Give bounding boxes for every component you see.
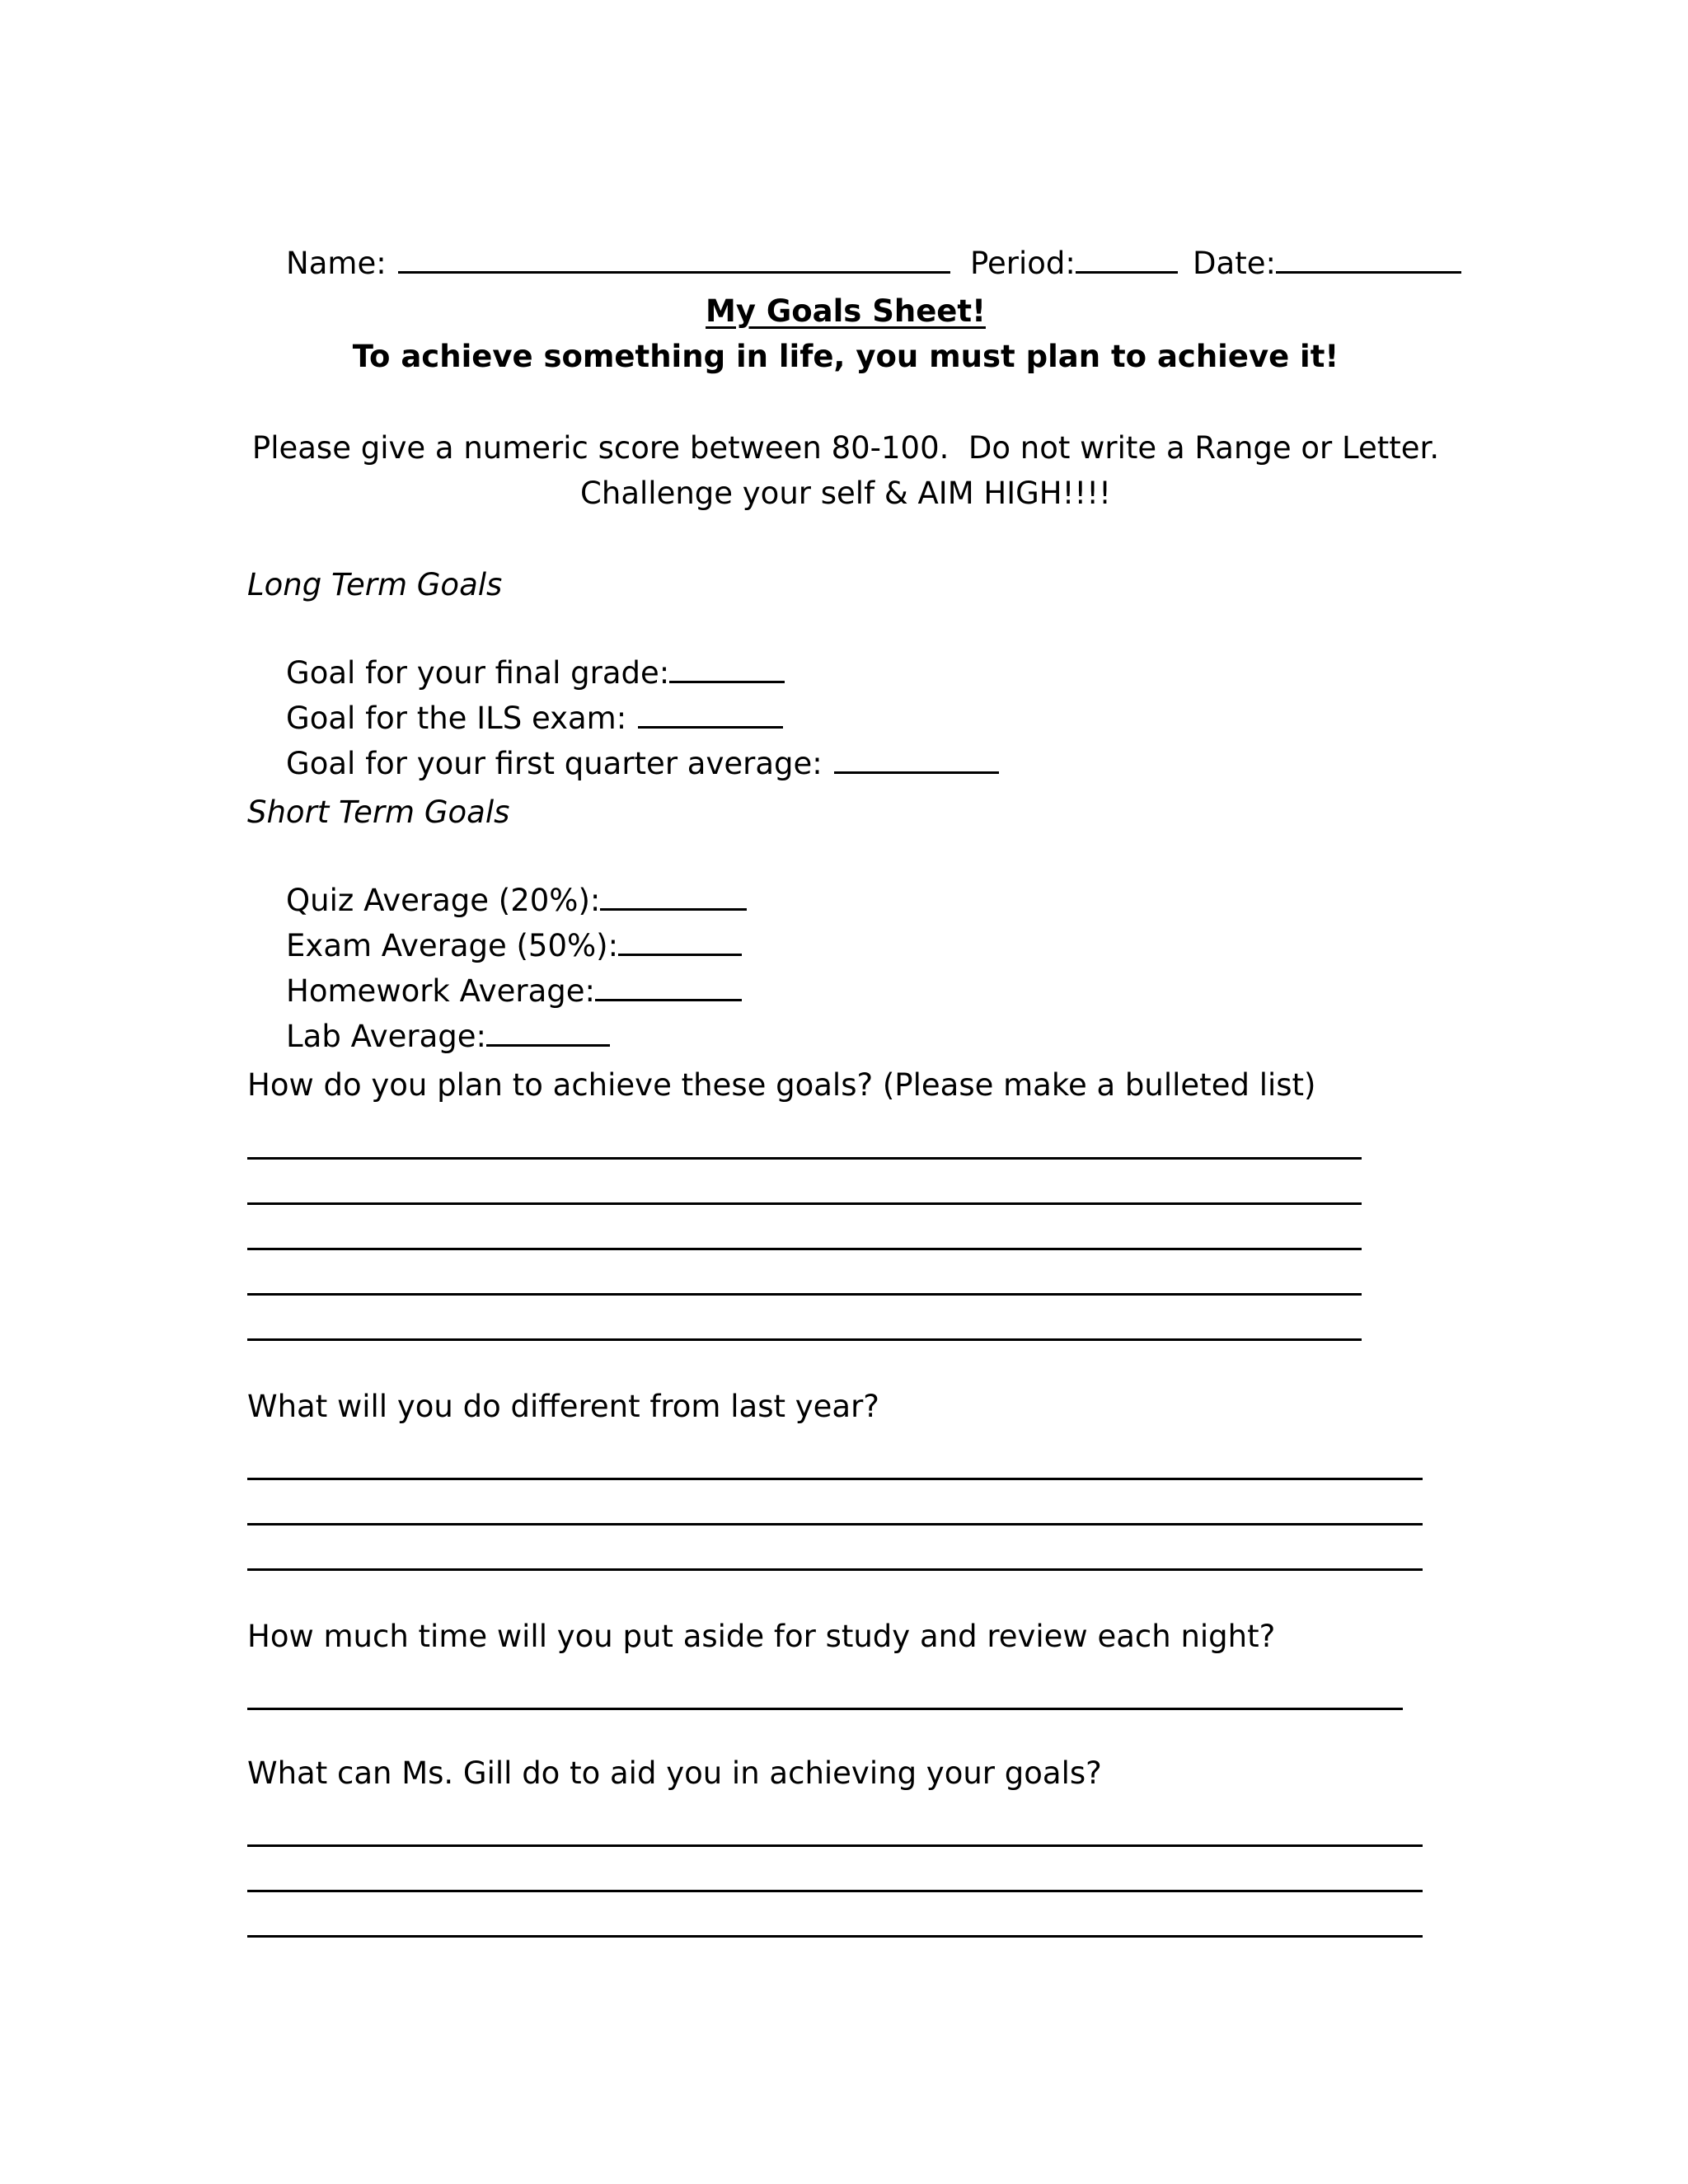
different-answer-line[interactable]	[247, 1568, 1423, 1571]
exam-label: Exam Average (50%):	[286, 928, 619, 963]
plan-question: How do you plan to achieve these goals? (Please make a bulleted list)	[247, 1067, 1316, 1103]
page-subtitle: To achieve something in life, you must plan to achieve it!	[352, 339, 1339, 374]
long-term-heading: Long Term Goals	[247, 567, 503, 602]
plan-answer-line[interactable]	[247, 1202, 1362, 1205]
different-answer-line[interactable]	[247, 1478, 1423, 1480]
teacher-answer-line[interactable]	[247, 1935, 1423, 1938]
plan-answer-line[interactable]	[247, 1248, 1362, 1250]
first-quarter-blank[interactable]	[834, 742, 999, 774]
date-label: Date:	[1193, 246, 1276, 281]
homework-label: Homework Average:	[286, 973, 596, 1009]
teacher-answer-line[interactable]	[247, 1890, 1423, 1892]
page-title: My Goals Sheet!	[706, 293, 986, 329]
different-answer-line[interactable]	[247, 1523, 1423, 1526]
different-question: What will you do different from last year?	[247, 1389, 879, 1424]
name-label: Name:	[286, 246, 387, 281]
first-quarter-label: Goal for your first quarter average:	[286, 746, 823, 781]
teacher-question: What can Ms. Gill do to aid you in achieving your goals?	[247, 1755, 1102, 1791]
plan-answer-line[interactable]	[247, 1338, 1362, 1341]
period-label: Period:	[970, 246, 1076, 281]
short-term-heading: Short Term Goals	[247, 794, 510, 830]
instructions-line-1: Please give a numeric score between 80-100. Do not write a Range or Letter.	[251, 430, 1440, 466]
time-answer-line[interactable]	[247, 1708, 1403, 1710]
lab-blank[interactable]	[486, 1015, 610, 1047]
date-blank[interactable]	[1276, 241, 1461, 274]
instructions-line-2: Challenge your self & AIM HIGH!!!!	[580, 476, 1111, 511]
plan-answer-line[interactable]	[247, 1293, 1362, 1296]
quiz-label: Quiz Average (20%):	[286, 883, 601, 918]
time-question: How much time will you put aside for study and review each night?	[247, 1619, 1276, 1654]
lab-label: Lab Average:	[286, 1019, 486, 1054]
ils-exam-label: Goal for the ILS exam:	[286, 701, 627, 736]
homework-blank[interactable]	[595, 969, 742, 1001]
teacher-answer-line[interactable]	[247, 1844, 1423, 1847]
final-grade-label: Goal for your final grade:	[286, 655, 670, 691]
name-blank[interactable]	[398, 241, 950, 274]
plan-answer-line[interactable]	[247, 1157, 1362, 1160]
